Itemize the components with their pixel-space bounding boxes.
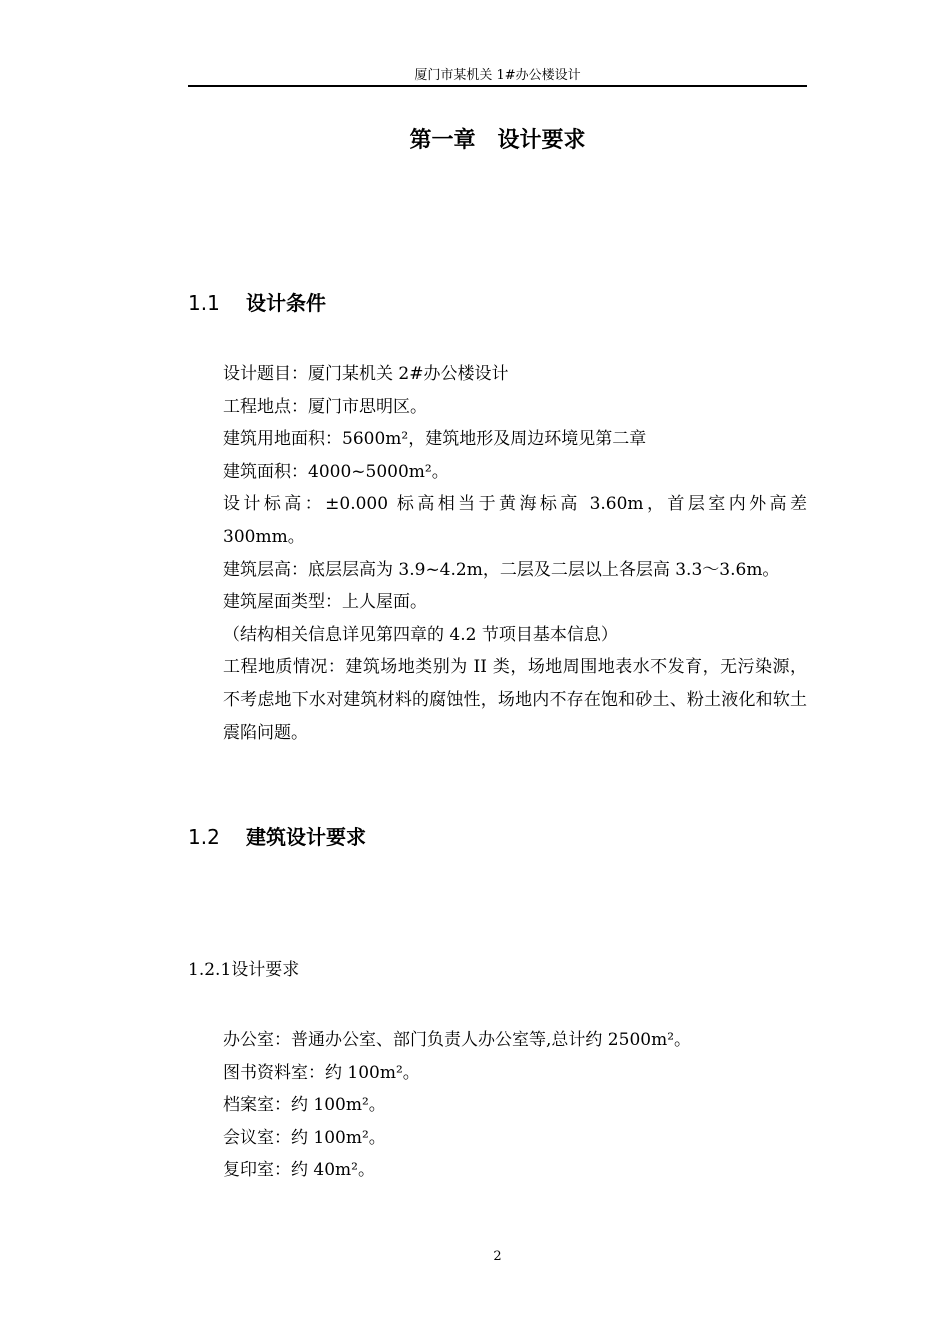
section-heading-1-2 xyxy=(188,822,366,852)
paragraph-line: 建筑面积：4000~5000m²。 xyxy=(223,461,449,482)
section-title: 建筑设计要求 xyxy=(246,825,366,849)
header-divider xyxy=(188,85,807,87)
paragraph-line: 工程地质情况：建筑场地类别为 II 类，场地周围地表水不发育，无污染源，不考虑地下水对建筑材料的腐蚀性，场地内不存在饱和砂土、粉土液化和软土震陷问题。 xyxy=(223,657,807,743)
paragraph-line: （结构相关信息详见第四章的 4.2 节项目基本信息） xyxy=(223,624,618,645)
paragraph-line: 复印室：约 40m²。 xyxy=(223,1160,375,1181)
paragraph-line: 建筑屋面类型：上人屋面。 xyxy=(223,592,427,613)
paragraph-line: 建筑用地面积：5600m²，建筑地形及周边环境见第二章 xyxy=(223,429,647,450)
section-number: 1.2 xyxy=(188,825,220,849)
paragraph-line: 办公室：普通办公室、部门负责人办公室等,总计约 2500m²。 xyxy=(223,1030,692,1050)
paragraph-line: 图书资料室：约 100m²。 xyxy=(223,1062,420,1083)
design-conditions-body xyxy=(223,358,807,749)
section-heading-1-1 xyxy=(188,288,326,318)
subsection-heading-1-2-1: 1.2.1设计要求 xyxy=(188,960,300,980)
section-number: 1.1 xyxy=(188,291,220,315)
design-requirements-body xyxy=(223,1024,807,1187)
page-header-title: 厦门市某机关 1#办公楼设计 xyxy=(414,68,581,83)
chapter-title: 第一章 设计要求 xyxy=(409,128,586,153)
paragraph-line: 设计题目：厦门某机关 2#办公楼设计 xyxy=(223,364,509,384)
section-title: 设计条件 xyxy=(246,291,326,315)
paragraph-line: 档案室：约 100m²。 xyxy=(223,1095,386,1116)
paragraph-line: 工程地点：厦门市思明区。 xyxy=(223,396,427,417)
paragraph-line: 会议室：约 100m²。 xyxy=(223,1127,386,1148)
page-number: 2 xyxy=(493,1249,502,1264)
paragraph-line: 建筑层高：底层层高为 3.9~4.2m，二层及二层以上各层高 3.3～3.6m。 xyxy=(223,559,780,580)
paragraph-line: 设计标高：±0.000 标高相当于黄海标高 3.60m，首层室内外高差 300mm。 xyxy=(223,494,807,547)
